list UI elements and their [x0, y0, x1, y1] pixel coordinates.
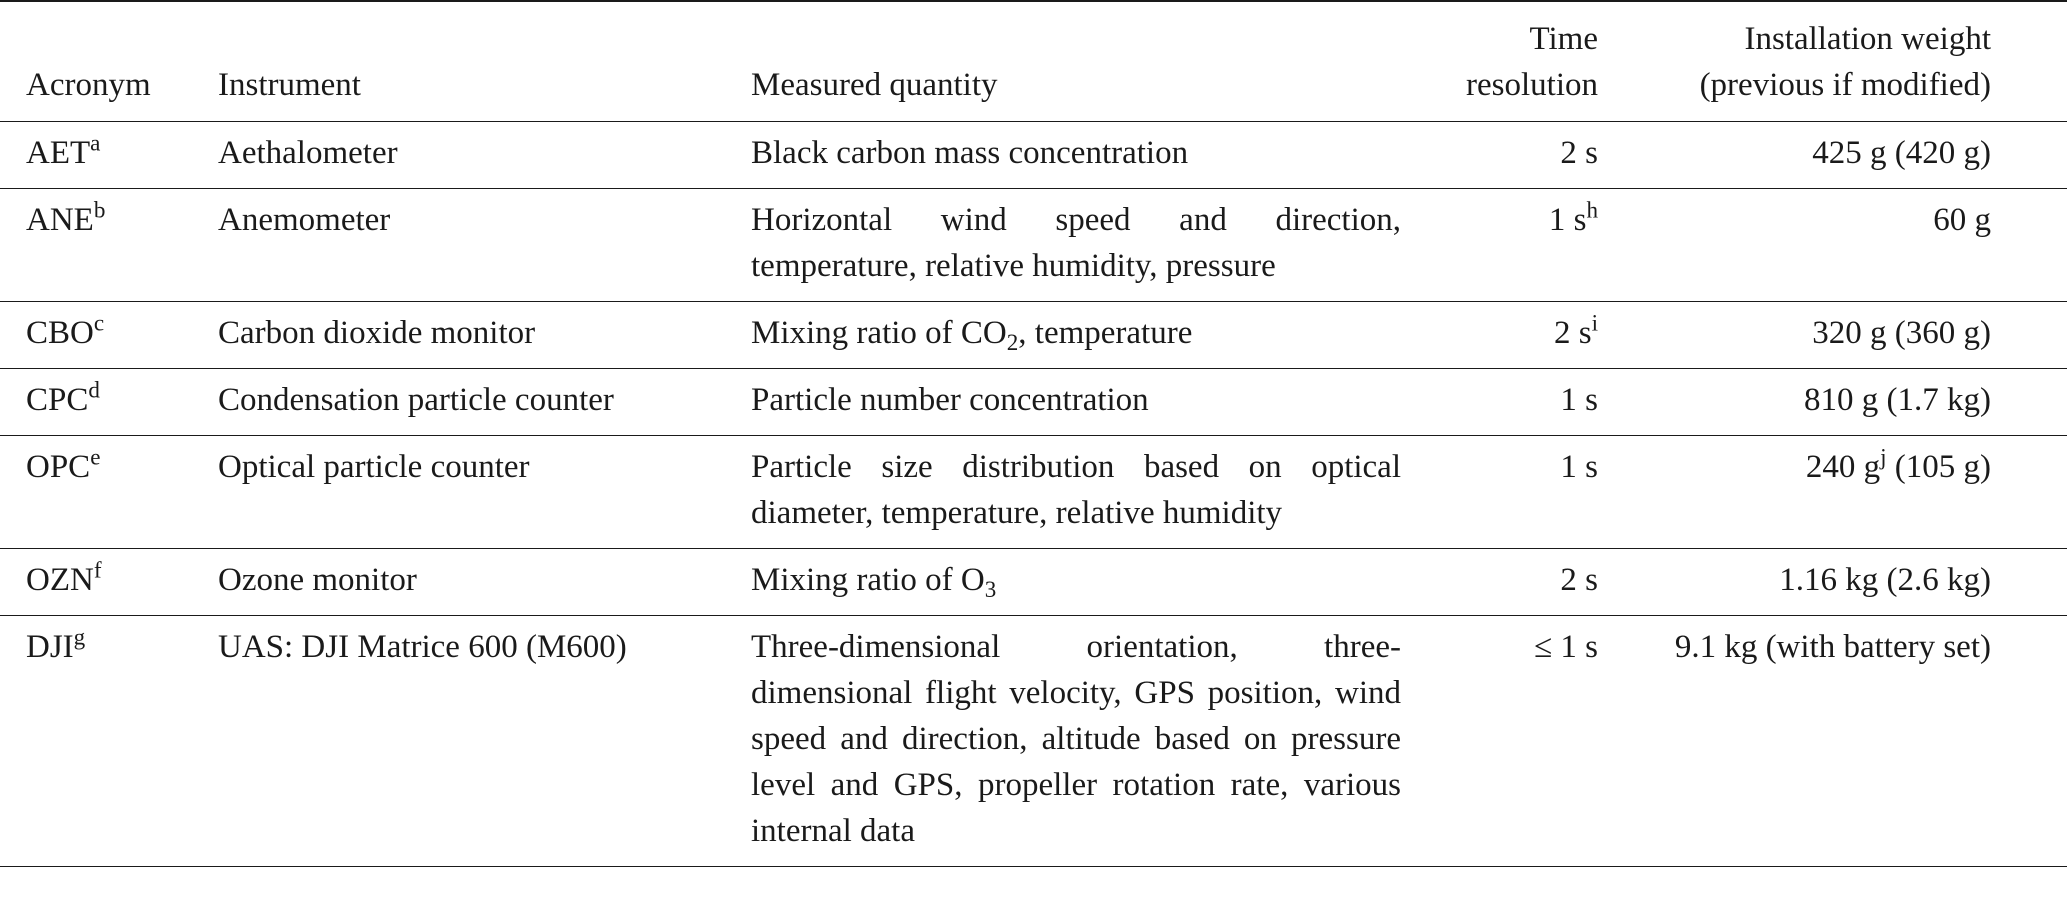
- instrument-cell: Condensation particle counter: [218, 382, 614, 418]
- measured-cell: [706, 436, 1401, 549]
- measured-cell: [706, 616, 1401, 867]
- table-row: [0, 122, 2067, 189]
- time-text: 2 s: [1560, 562, 1598, 598]
- table-row: [0, 369, 2067, 436]
- header-time-line2: resolution: [1466, 67, 1598, 103]
- measured-subscript: 3: [984, 575, 997, 602]
- table-row: [0, 616, 2067, 867]
- acronym-footnote: d: [88, 376, 100, 403]
- measured-text-post: , temperature: [1018, 315, 1193, 351]
- acronym-cell: [0, 302, 191, 369]
- acronym-cell: [0, 549, 191, 616]
- weight-cell: [1598, 436, 2067, 549]
- measured-subscript: 2: [1006, 328, 1019, 355]
- measured-cell: [706, 549, 1388, 616]
- time-cell: [1388, 302, 1598, 369]
- acronym-text: AET: [26, 135, 91, 171]
- measured-cell: [706, 302, 1388, 369]
- measured-text: Particle number concentration: [751, 382, 1149, 418]
- weight-footnote: j: [1880, 443, 1887, 470]
- header-time-line1: Time: [1529, 21, 1598, 57]
- time-cell: [1388, 549, 1598, 616]
- acronym-footnote: g: [73, 623, 86, 650]
- measured-cell: [706, 189, 1401, 302]
- weight-text-post: (105 g): [1886, 449, 1991, 485]
- time-cell: [1388, 122, 1598, 189]
- time-cell: [1388, 436, 1598, 549]
- acronym-cell: [0, 189, 191, 302]
- table-body: [0, 122, 2067, 867]
- acronym-footnote: b: [93, 196, 106, 223]
- time-cell: [1388, 189, 1598, 302]
- acronym-text: ANE: [26, 202, 94, 238]
- table-row: [0, 436, 2067, 549]
- instrument-cell: Ozone monitor: [218, 562, 417, 598]
- weight-cell: 60 g: [1933, 202, 1991, 238]
- measured-text: Horizontal wind speed and direction, temperature, relative humidity, pressure: [751, 202, 1401, 284]
- measured-cell: [706, 369, 1388, 436]
- weight-cell: 1.16 kg (2.6 kg): [1779, 562, 1991, 598]
- table-header: [0, 1, 2067, 122]
- instrument-cell: Carbon dioxide monitor: [218, 315, 536, 351]
- time-cell: [1388, 369, 1598, 436]
- weight-cell: 425 g (420 g): [1812, 135, 1991, 171]
- time-footnote: h: [1586, 196, 1598, 223]
- measured-text: Mixing ratio of O: [751, 562, 985, 598]
- header-weight-line2: (previous if modified): [1699, 67, 1991, 103]
- acronym-footnote: e: [90, 443, 101, 470]
- time-text: 2 s: [1560, 135, 1598, 171]
- header-time-resolution: [1388, 1, 1598, 122]
- time-text: 2 s: [1553, 315, 1592, 351]
- table-row: [0, 189, 2067, 302]
- measured-text: Black carbon mass concentration: [751, 135, 1189, 171]
- instrument-cell: Anemometer: [218, 202, 391, 238]
- weight-cell: 9.1 kg (with battery set): [1674, 629, 1991, 665]
- acronym-cell: [0, 369, 191, 436]
- instrument-cell: Optical particle counter: [218, 449, 530, 485]
- acronym-cell: [0, 436, 191, 549]
- acronym-text: OZN: [26, 562, 94, 598]
- weight-cell: 810 g (1.7 kg): [1804, 382, 1991, 418]
- time-footnote: i: [1591, 309, 1598, 336]
- time-text: ≤ 1 s: [1534, 629, 1598, 665]
- time-text: 1 s: [1560, 449, 1598, 485]
- header-measured-quantity: Measured quantity: [751, 67, 998, 103]
- instrument-cell: UAS: DJI Matrice 600 (M600): [218, 629, 627, 665]
- header-weight-line1: Installation weight: [1744, 21, 1991, 57]
- measured-text: Mixing ratio of CO: [751, 315, 1007, 351]
- measured-text: Particle size distribution based on optical diameter, temperature, relative humidity: [751, 449, 1401, 531]
- acronym-text: DJI: [26, 629, 74, 665]
- header-installation-weight: [1598, 1, 2067, 122]
- acronym-text: CBO: [26, 315, 94, 351]
- table-row: [0, 302, 2067, 369]
- acronym-cell: [0, 616, 191, 867]
- table-row: [0, 549, 2067, 616]
- measured-cell: [706, 122, 1388, 189]
- time-text: 1 s: [1548, 202, 1587, 238]
- acronym-footnote: f: [93, 556, 102, 583]
- weight-text: 240 g: [1805, 449, 1881, 485]
- acronym-footnote: a: [90, 129, 101, 156]
- weight-cell: 320 g (360 g): [1812, 315, 1991, 351]
- instrument-cell: Aethalometer: [218, 135, 398, 171]
- header-row: [0, 1, 2067, 122]
- time-text: 1 s: [1560, 382, 1598, 418]
- header-acronym: Acronym: [26, 67, 151, 103]
- acronym-cell: [0, 122, 191, 189]
- time-cell: [1388, 616, 1598, 867]
- acronym-text: OPC: [26, 449, 91, 485]
- header-instrument: Instrument: [218, 67, 361, 103]
- measured-text: Three-dimensional orientation, three-dimensional flight velocity, GPS position, wind speed and direction, altitude based on pressure level and GPS, propeller rotation rate, various internal data: [751, 629, 1401, 849]
- acronym-text: CPC: [26, 382, 89, 418]
- acronym-footnote: c: [93, 309, 105, 336]
